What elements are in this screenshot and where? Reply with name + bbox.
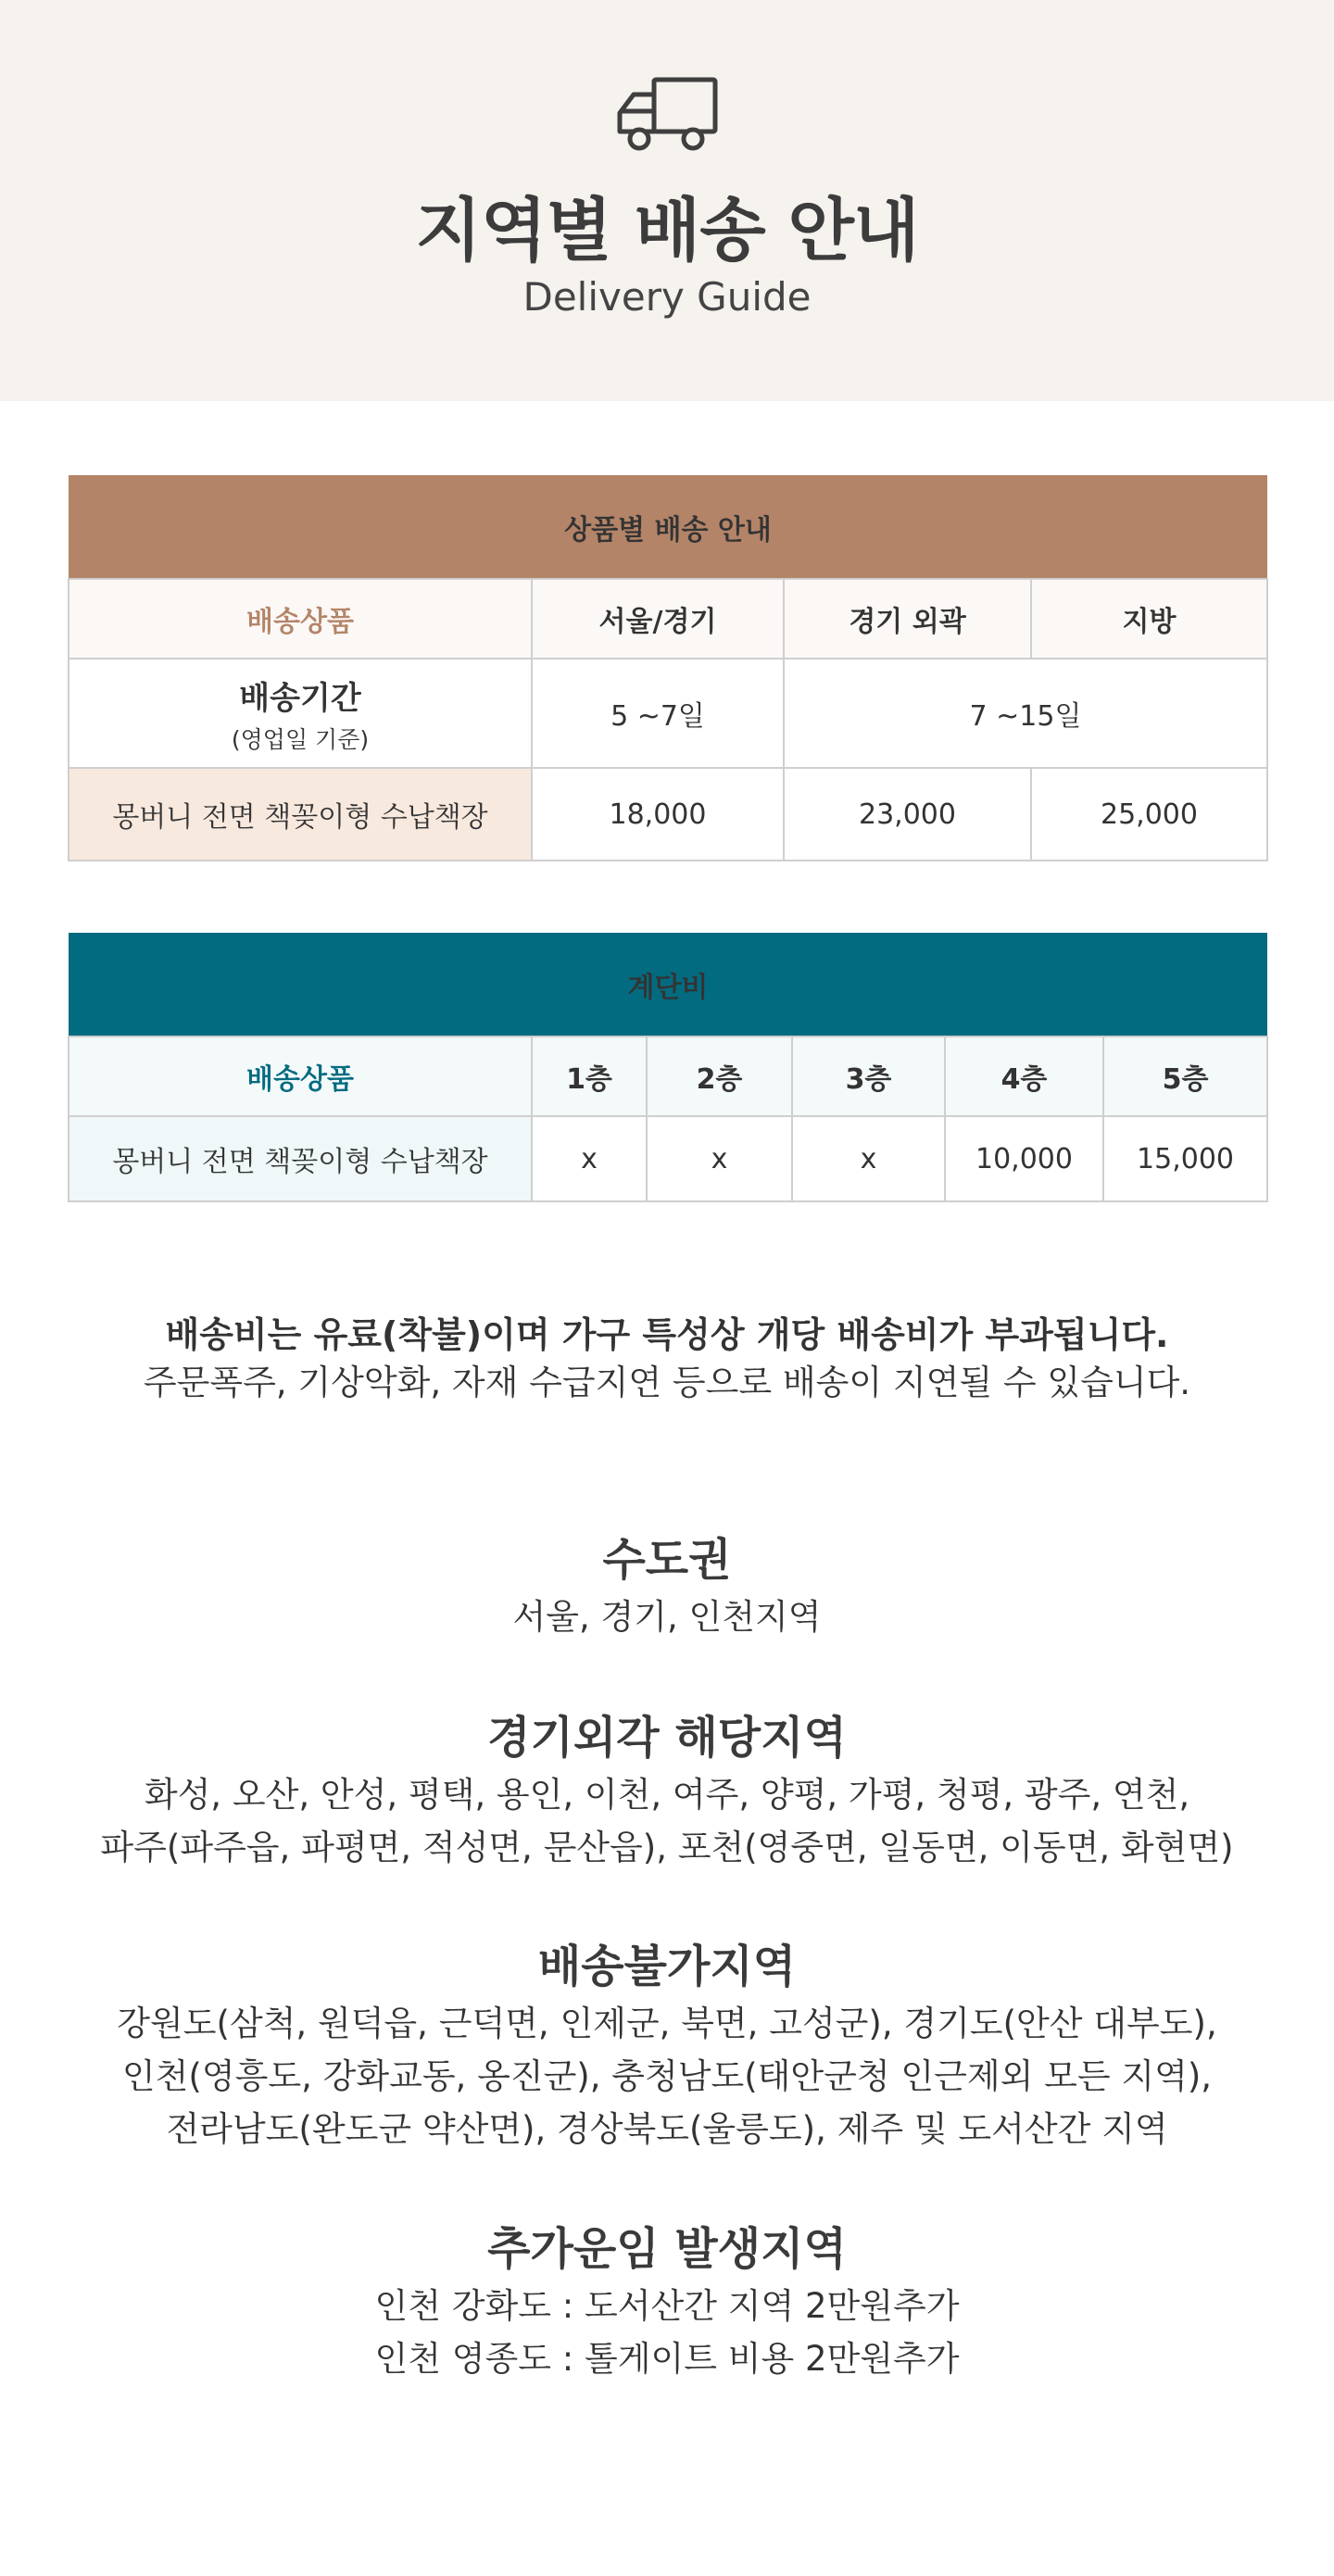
header-floor-1: 1층 (532, 1037, 647, 1116)
header-floor-3: 3층 (792, 1037, 945, 1116)
region-line: 서울, 경기, 인천지역 (512, 1597, 822, 1637)
page-subtitle: Delivery Guide (522, 274, 812, 320)
notice-line-1: 배송비는 유료(착불)이며 가구 특성상 개당 배송비가 부과됩니다. (165, 1314, 1169, 1355)
header-gyeonggi-outer: 경기 외곽 (784, 579, 1031, 659)
table-header-row (69, 1037, 1267, 1116)
period-others: 7 ~15일 (784, 659, 1267, 768)
page-header (0, 0, 1334, 401)
table-row (69, 768, 1267, 861)
region-line: 인천 영종도 : 톨게이트 비용 2만원추가 (374, 2339, 960, 2379)
region-title: 수도권 (602, 1534, 732, 1586)
fee-floor-5: 15,000 (1103, 1116, 1267, 1201)
fee-floor-2: x (647, 1116, 792, 1201)
page-title: 지역별 배송 안내 (415, 191, 919, 270)
shipping-notice (0, 1311, 1334, 1407)
table-caption: 상품별 배송 안내 (69, 475, 1267, 579)
fee-floor-3: x (792, 1116, 945, 1201)
region-line: 파주(파주읍, 파평면, 적성면, 문산읍), 포천(영중면, 일동면, 이동면, 화현면) (100, 1828, 1234, 1867)
region-title: 경기외각 해당지역 (487, 1712, 847, 1764)
truck-icon (615, 76, 719, 152)
table-row (69, 659, 1267, 768)
period-label-cell (69, 659, 532, 768)
region-line: 전라남도(완도군 약산면), 경상북도(울릉도), 제주 및 도서산간 지역 (166, 2109, 1168, 2149)
region-title: 배송불가지역 (537, 1941, 797, 1992)
header-product: 배송상품 (69, 1037, 532, 1116)
period-seoul: 5 ~7일 (532, 659, 784, 768)
price-province: 25,000 (1031, 768, 1267, 861)
period-sublabel: (영업일 기준) (231, 725, 370, 753)
region-capital (0, 1529, 1334, 1643)
region-undeliverable (0, 1936, 1334, 2155)
region-line: 화성, 오산, 안성, 평택, 용인, 이천, 여주, 양평, 가평, 청평, 광주, 연천, (144, 1775, 1190, 1815)
region-gyeonggi-outer (0, 1707, 1334, 1874)
region-extra-charge (0, 2218, 1334, 2385)
table-header-row (69, 579, 1267, 659)
region-line: 인천 강화도 : 도서산간 지역 2만원추가 (374, 2286, 960, 2326)
table-caption: 계단비 (69, 933, 1267, 1037)
table-row (69, 1116, 1267, 1201)
fee-floor-4: 10,000 (945, 1116, 1103, 1201)
header-seoul: 서울/경기 (532, 579, 784, 659)
header-floor-5: 5층 (1103, 1037, 1267, 1116)
price-seoul: 18,000 (532, 768, 784, 861)
product-name: 몽버니 전면 책꽂이형 수납책장 (69, 768, 532, 861)
header-product: 배송상품 (69, 579, 532, 659)
header-floor-4: 4층 (945, 1037, 1103, 1116)
product-name: 몽버니 전면 책꽂이형 수납책장 (69, 1116, 532, 1201)
fee-floor-1: x (532, 1116, 647, 1201)
price-gyeonggi-outer: 23,000 (784, 768, 1031, 861)
shipping-fee-table (68, 475, 1268, 861)
region-line: 인천(영흥도, 강화교동, 옹진군), 충청남도(태안군청 인근제외 모든 지역), (121, 2056, 1213, 2096)
stair-fee-table (68, 933, 1268, 1202)
notice-line-2: 주문폭주, 기상악화, 자재 수급지연 등으로 배송이 지연될 수 있습니다. (143, 1363, 1191, 1402)
region-title: 추가운임 발생지역 (487, 2223, 847, 2275)
header-floor-2: 2층 (647, 1037, 792, 1116)
region-line: 강원도(삼척, 원덕읍, 근덕면, 인제군, 북면, 고성군), 경기도(안산 대부도), (117, 2004, 1217, 2043)
header-province: 지방 (1031, 579, 1267, 659)
period-label: 배송기간 (239, 679, 361, 717)
